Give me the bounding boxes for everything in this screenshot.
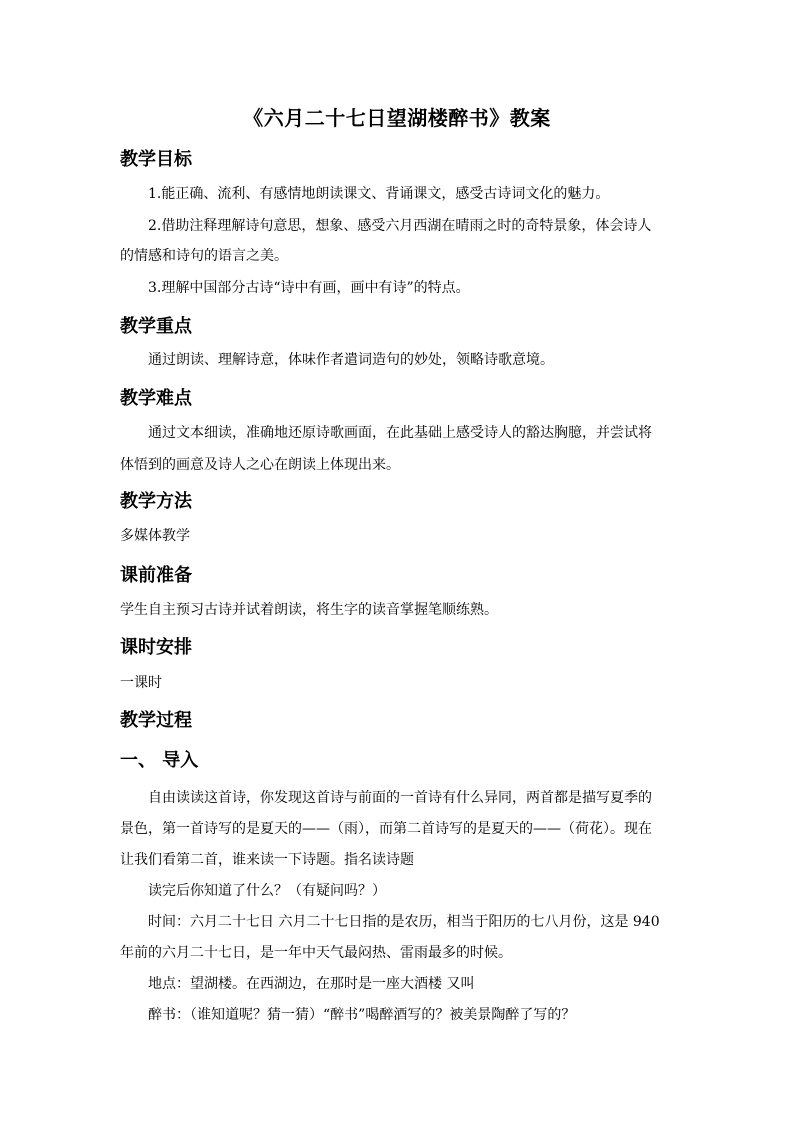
goal-item-2-cont: 的情感和诗句的语言之美。 <box>120 248 288 264</box>
heading-process: 教学过程 <box>120 710 192 731</box>
goal-item-1: 1.能正确、流利、有感情地朗读课文、背诵课文，感受古诗词文化的魅力。 <box>148 186 610 202</box>
heading-goals: 教学目标 <box>120 149 192 170</box>
heading-schedule: 课时安排 <box>120 637 192 658</box>
heading-difficulties: 教学难点 <box>120 388 192 409</box>
process-line-2: 景色，第一首诗写的是夏天的——（雨），而第二首诗写的是夏天的——（荷花）。现在 <box>120 821 652 837</box>
heading-preparation: 课前准备 <box>120 565 192 586</box>
methods-text: 多媒体教学 <box>120 528 190 544</box>
document-title: 《六月二十七日望湖楼醉书》教案 <box>243 106 551 130</box>
process-line-8: 醉书：（谁知道呢？猜一猜）“醉书”喝醉酒写的？被美景陶醉了写的？ <box>148 1007 576 1023</box>
process-line-3: 让我们看第二首，谁来读一下诗题。指名读诗题 <box>120 852 414 868</box>
difficulties-line-2: 体悟到的画意及诗人之心在朗读上体现出来。 <box>120 457 400 473</box>
heading-key-points: 教学重点 <box>120 316 192 337</box>
schedule-text: 一课时 <box>120 675 162 691</box>
process-line-4: 读完后你知道了什么？（有疑问吗？） <box>148 883 386 899</box>
goal-item-2: 2.借助注释理解诗句意思，想象、感受六月西湖在晴雨之时的奇特景象，体会诗人 <box>148 218 652 234</box>
process-line-6: 年前的六月二十七日，是一年中天气最闷热、雷雨最多的时候。 <box>120 945 512 961</box>
process-line-1: 自由读读这首诗，你发现这首诗与前面的一首诗有什么异同，两首都是描写夏季的 <box>148 790 652 806</box>
key-points-text: 通过朗读、理解诗意，体味作者遣词造句的妙处，领略诗歌意境。 <box>148 352 554 368</box>
process-subheading-intro: 一、 导入 <box>120 750 199 771</box>
process-line-7: 地点：望湖楼。在西湖边，在那时是一座大酒楼 又叫 <box>148 976 475 992</box>
heading-methods: 教学方法 <box>120 491 192 512</box>
difficulties-line-1: 通过文本细读，准确地还原诗歌画面，在此基础上感受诗人的豁达胸臆，并尝试将 <box>148 425 652 441</box>
process-line-5: 时间：六月二十七日 六月二十七日指的是农历，相当于阳历的七八月份，这是 940 <box>148 914 660 930</box>
goal-item-3: 3.理解中国部分古诗“诗中有画，画中有诗”的特点。 <box>148 280 470 296</box>
preparation-text: 学生自主预习古诗并试着朗读，将生字的读音掌握笔顺练熟。 <box>120 602 498 618</box>
